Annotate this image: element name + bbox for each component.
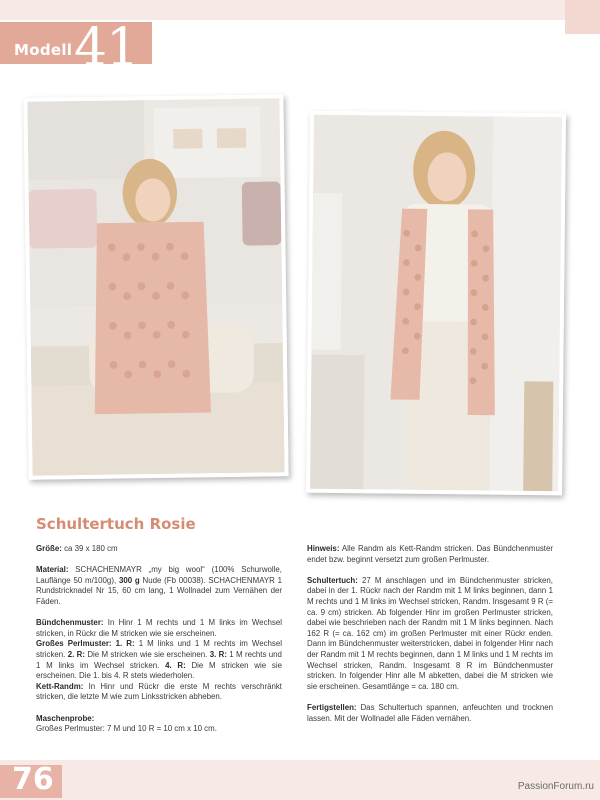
size-paragraph [36, 544, 282, 555]
selvage-label: Kett-Randm: [36, 681, 84, 691]
finishing-text: Das Schultertuch spannen, anfeuchten und trocknen lassen. Mit der Wollnadel alle Fäden vernähen. [307, 702, 553, 723]
photo-sitting-illustration [27, 98, 284, 475]
gauge-text: Großes Perlmuster: 7 M und 10 R = 10 cm x 10 cm. [36, 724, 217, 734]
rib-pattern-text: In Hinr 1 M rechts und 1 M links im Wechsel stricken, in Rückr die M stricken wie sie erscheinen. [36, 618, 282, 638]
instructions-column-left [36, 544, 282, 745]
selvage-text: In Hinr und Rückr die erste M rechts verschränkt stricken, die letzte M wie zum Linksstricken abheben. [36, 681, 282, 702]
material-paragraph [36, 565, 282, 607]
selvage-paragraph [36, 682, 282, 703]
seed-pattern-label: Großes Perlmuster: [36, 639, 112, 649]
finishing-paragraph [307, 703, 553, 724]
seed-row-1-label: 1. R: [115, 639, 135, 649]
photo-sitting-model [23, 94, 288, 480]
material-label: Material: [36, 565, 69, 575]
photo-standing-illustration [310, 115, 562, 492]
seed-row-1-text: 1 M links und 1 M rechts im Wechsel stricken. [36, 639, 283, 659]
material-weight: 300 g [118, 575, 140, 585]
shawl-label: Schultertuch: [307, 575, 358, 585]
bottom-decor-bar [0, 760, 600, 800]
note-text: Alle Randm als Kett-Randm stricken. Das Bündchenmuster endet bzw. beginnt versetzt zum großen Perlmuster. [307, 544, 554, 564]
finishing-label: Fertigstellen: [307, 702, 357, 712]
seed-row-2-label: 2. R: [67, 649, 85, 659]
photo-standing-model [306, 111, 566, 496]
top-decor-bar [0, 0, 600, 20]
top-corner-tab [565, 0, 600, 34]
material-text-2: Nude (Fb 00038). SCHACHENMAYR 1 Rundstricknadel Nr 15, 60 cm lang, 1 Wollnadel zum Vernähen der Fäden. [36, 575, 283, 606]
material-text-1: SCHACHENMAYR „my big wool“ (100% Schurwolle, Lauflänge 50 m/100g), [36, 565, 282, 585]
seed-row-3-label: 3. R: [209, 649, 227, 659]
instructions-column-right [307, 544, 553, 735]
shawl-paragraph [307, 576, 553, 693]
model-number: 41 [74, 18, 139, 78]
model-label: Modell [14, 41, 73, 59]
gauge-heading-paragraph [36, 714, 282, 725]
size-label: Größe: [36, 544, 62, 553]
seed-row-4-text: Die M stricken wie sie erscheinen. Die 1. bis 4. R stets wiederholen. [36, 660, 282, 681]
seed-pattern-paragraph [36, 639, 282, 681]
seed-row-3-text: 1 M rechts und 1 M links im Wechsel stricken. [36, 649, 282, 670]
page-number: 76 [12, 762, 54, 797]
note-label: Hinweis: [307, 544, 340, 553]
seed-row-4-label: 4. R: [165, 660, 186, 670]
rib-pattern-paragraph [36, 618, 282, 639]
note-paragraph [307, 544, 553, 565]
shawl-text: 27 M anschlagen und im Bündchenmuster stricken, dabei in der 1. Rückr nach der Randm mit 1 M links beginnen, dann 1 M rechts und 1 M links im Wechsel stricken, Randm. Insgesamt 9 R (= ca. 9 cm) stricken. Ab folgender Hinr im großen Perlmuster stricken, dabei wie beschrieben nach der Randm mit 1 M links beginnen. Nach 162 R (= ca. 162 cm) im großen Perlmuster mit einer Rückr enden. Dann im Bündchenmuster weiterstricken, dabei in folgender Hinr nach der Randm mit 1 M rechts beginnen, dann 1 M links und 1 M rechts im Wechsel stricken, Randm. Insgesamt 8 R im Bündchenmuster stricken. In folgender Hinr alle M abketten, dabei die M stricken wie sie erscheinen. Gesamtlänge = ca. 180 cm. [307, 575, 554, 691]
seed-row-2-text: Die M stricken wie sie erscheinen. [87, 649, 208, 659]
gauge-paragraph [36, 724, 282, 735]
watermark: PassionForum.ru [517, 781, 594, 792]
rib-pattern-label: Bündchenmuster: [36, 618, 104, 628]
gauge-label: Maschenprobe: [36, 713, 95, 723]
size-text: ca 39 x 180 cm [64, 544, 118, 553]
pattern-title: Schultertuch Rosie [36, 515, 196, 533]
